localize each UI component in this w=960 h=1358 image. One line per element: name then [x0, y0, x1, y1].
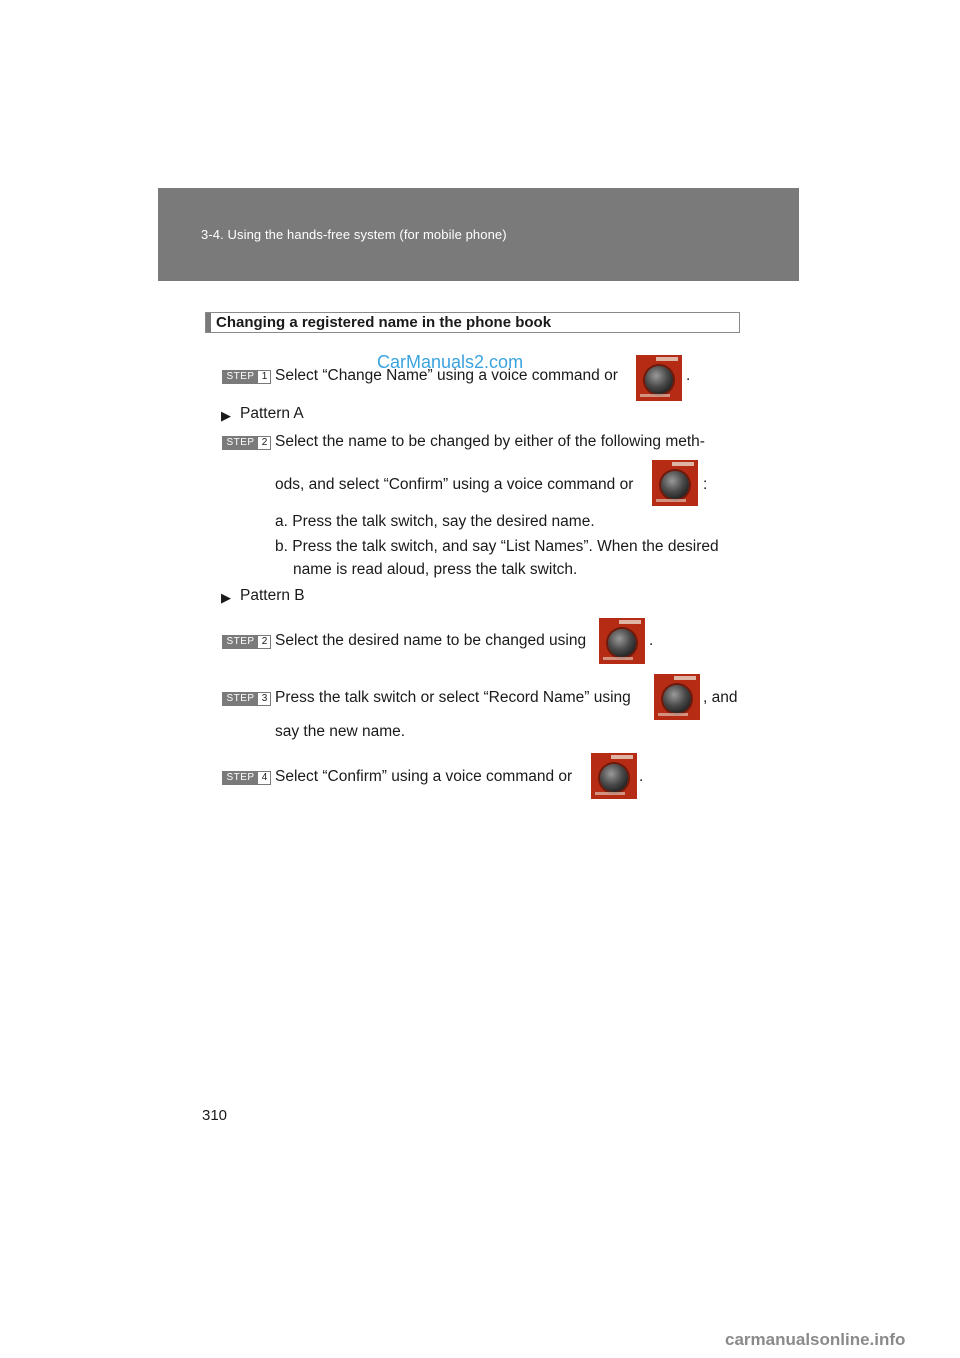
section-heading-text: Changing a registered name in the phone book [216, 314, 552, 331]
pattern-arrow-icon: ▶ [221, 408, 231, 423]
step-2a-after: : [703, 476, 708, 493]
tune-file-knob-icon [599, 618, 645, 664]
section-heading [205, 312, 740, 333]
pattern-a-label: Pattern A [240, 405, 304, 422]
tune-file-knob-icon [654, 674, 700, 720]
step-1-after: . [686, 367, 691, 384]
step-badge-2a [222, 436, 271, 450]
tune-file-knob-icon [591, 753, 637, 799]
heading-bar [206, 313, 211, 332]
page-number: 310 [202, 1107, 228, 1124]
step-4-text: Select “Confirm” using a voice command or [275, 768, 573, 785]
step-label: STEP [223, 636, 258, 648]
step-2b-text: Select the desired name to be changed using [275, 632, 587, 649]
step-number: 2 [261, 636, 268, 647]
header-band [158, 188, 799, 281]
step-label: STEP [223, 371, 258, 383]
watermark-top: CarManuals2.com [377, 352, 524, 372]
footer-watermark: carmanualsonline.info [725, 1330, 906, 1349]
step-3-after: , and [703, 689, 738, 706]
step-2a-option-b1: b. Press the talk switch, and say “List Names”. When the desired [275, 538, 719, 555]
step-1-text: Select “Change Name” using a voice command or [275, 367, 618, 384]
step-2b-after: . [649, 632, 654, 649]
pattern-b-label: Pattern B [240, 587, 305, 604]
step-3-text: Press the talk switch or select “Record Name” using [275, 689, 631, 706]
step-2a-line2: ods, and select “Confirm” using a voice command or [275, 476, 634, 493]
step-label: STEP [223, 772, 258, 784]
step-2a-option-b2: name is read aloud, press the talk switch. [293, 561, 578, 578]
step-2a-option-a: a. Press the talk switch, say the desired name. [275, 513, 595, 530]
step-number: 4 [261, 772, 268, 783]
step-2a-line1: Select the name to be changed by either of the following meth- [275, 433, 705, 450]
step-badge-4 [222, 771, 271, 785]
step-number: 2 [261, 437, 268, 448]
tune-file-knob-icon [636, 355, 682, 401]
step-4-after: . [639, 768, 644, 785]
step-badge-2b [222, 635, 271, 649]
step-label: STEP [223, 693, 258, 705]
step-badge-3 [222, 692, 271, 706]
step-number: 3 [261, 693, 268, 704]
step-label: STEP [223, 437, 258, 449]
step-number: 1 [261, 371, 268, 382]
header-title: 3-4. Using the hands-free system (for mobile phone) [201, 227, 507, 242]
step-badge-1 [222, 370, 271, 384]
tune-file-knob-icon [652, 460, 698, 506]
pattern-arrow-icon: ▶ [221, 590, 231, 605]
step-3-line2: say the new name. [275, 723, 406, 740]
